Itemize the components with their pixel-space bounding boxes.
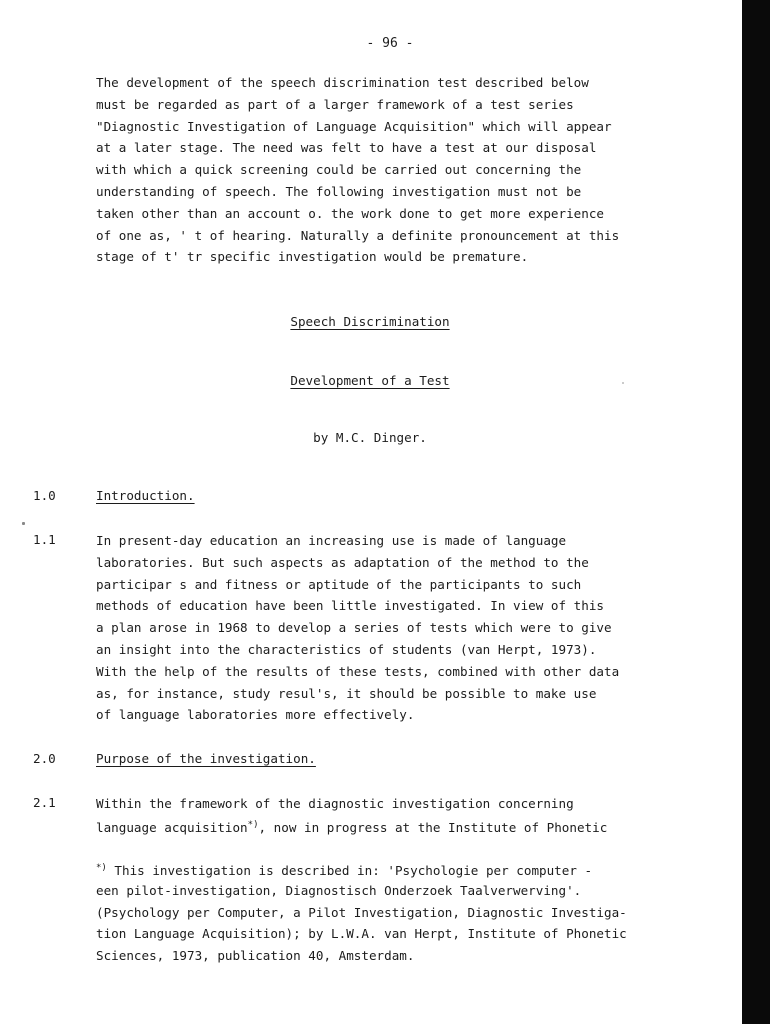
document-title: Speech Discrimination xyxy=(290,314,450,329)
intro-line: stage of t' tr specific investigation would be premature. xyxy=(96,249,529,265)
footnote-line: (Psychology per Computer, a Pilot Investigation, Diagnostic Investiga- xyxy=(96,904,627,920)
paragraph-line: as, for instance, study resul's, it should be possible to make use xyxy=(96,685,597,701)
intro-line: taken other than an account o. the work done to get more experience xyxy=(96,205,604,221)
paragraph-1-1 xyxy=(96,530,686,726)
paragraph-line: With the help of the results of these tests, combined with other data xyxy=(96,663,620,679)
footnote-line: tion Language Acquisition); by L.W.A. van Herpt, Institute of Phonetic xyxy=(96,926,627,942)
paragraph-line: laboratories. But such aspects as adaptation of the method to the xyxy=(96,554,589,570)
footnote-text: This investigation is described in: 'Psychologie per computer - xyxy=(106,863,593,879)
footnote-marker: *) xyxy=(96,863,107,873)
paragraph-line xyxy=(96,815,686,837)
paragraph-number: 1.1 xyxy=(33,532,56,547)
footnote-reference: *) xyxy=(247,819,259,830)
paragraph-line: In present-day education an increasing use is made of language xyxy=(96,533,567,548)
intro-paragraph xyxy=(96,72,686,268)
footnote-line: Sciences, 1973, publication 40, Amsterdam. xyxy=(96,948,415,964)
paragraph-line: methods of education have been little investigated. In view of this xyxy=(96,598,604,614)
scan-speck xyxy=(22,522,25,525)
section-heading: Introduction. xyxy=(96,488,195,503)
paragraph-text: language acquisition xyxy=(96,819,248,835)
paragraph-line: of language laboratories more effectively. xyxy=(96,707,415,723)
section-number: 2.0 xyxy=(33,751,56,766)
intro-line: must be regarded as part of a larger framework of a test series xyxy=(96,96,574,112)
paragraph-text: , now in progress at the Institute of Phonetic xyxy=(258,819,608,835)
intro-line: The development of the speech discrimination test described below xyxy=(96,75,589,90)
paragraph-2-1 xyxy=(96,793,686,837)
footnote-line xyxy=(96,858,686,880)
paragraph-number: 2.1 xyxy=(33,795,56,810)
intro-line: "Diagnostic Investigation of Language Acquisition" which will appear xyxy=(96,118,612,134)
intro-line: at a later stage. The need was felt to have a test at our disposal xyxy=(96,140,597,156)
paragraph-line: a plan arose in 1968 to develop a series of tests which were to give xyxy=(96,620,612,636)
footnote-line: een pilot-investigation, Diagnostisch Onderzoek Taalverwerving'. xyxy=(96,882,582,898)
footnote xyxy=(96,858,686,967)
section-heading: Purpose of the investigation. xyxy=(96,751,316,766)
paragraph-line: participar s and fitness or aptitude of the participants to such xyxy=(96,576,582,592)
intro-line: of one as, ' t of hearing. Naturally a definite pronouncement at this xyxy=(96,227,620,243)
intro-line: understanding of speech. The following investigation must not be xyxy=(96,183,582,199)
scan-border xyxy=(742,0,770,1024)
paragraph-line: an insight into the characteristics of students (van Herpt, 1973). xyxy=(96,641,597,657)
scan-speck xyxy=(622,382,624,384)
page-number: - 96 - xyxy=(366,36,414,51)
paragraph-line: Within the framework of the diagnostic investigation concerning xyxy=(96,796,574,811)
author-line: by M.C. Dinger. xyxy=(313,430,427,445)
document-subtitle: Development of a Test xyxy=(290,373,450,388)
section-number: 1.0 xyxy=(33,488,56,503)
intro-line: with which a quick screening could be carried out concerning the xyxy=(96,162,582,178)
